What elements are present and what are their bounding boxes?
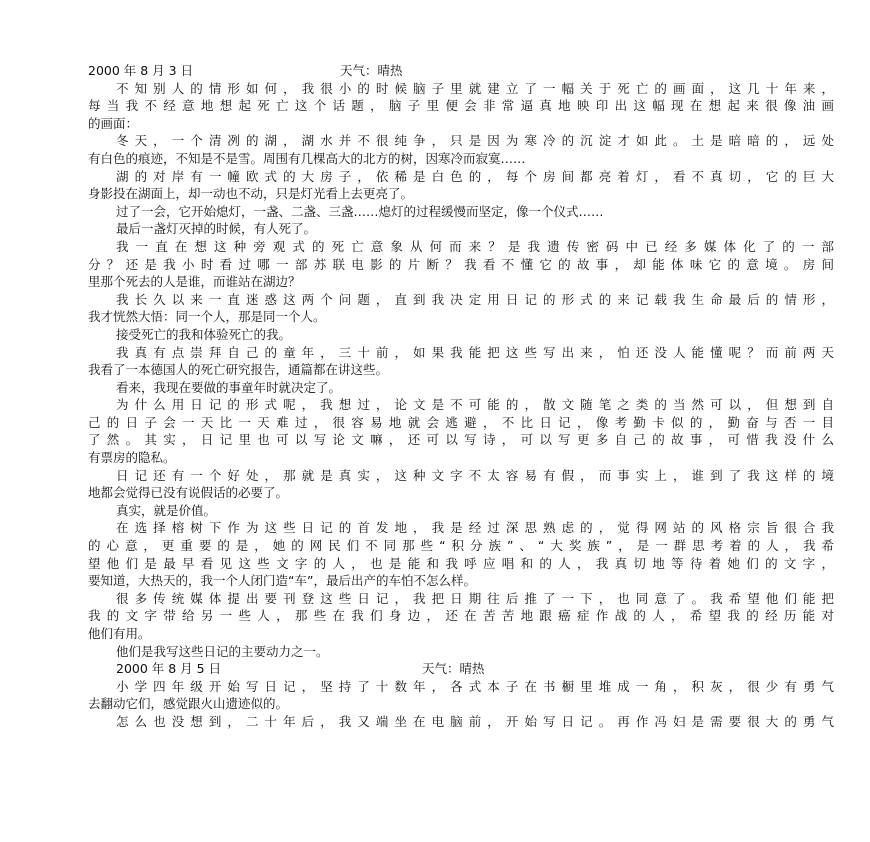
entry-date: 2000 年 8 月 5 日 (116, 661, 222, 677)
text-line: 我看了一本德国人的死亡研究报告，通篇都在讲这些。 (88, 362, 389, 378)
text-line: 有白色的痕迹，不知是不是雪。周围有几棵高大的北方的树，因寒冷而寂寞…… (88, 150, 526, 166)
entry-weather: 天气：晴热 (340, 63, 403, 78)
text-line: 地都会觉得已没有说假话的必要了。 (88, 485, 289, 501)
text-line: 分？还是我小时看过哪一部苏联电影的片断？我看不懂它的故事，却能体味它的意境。房间 (88, 256, 834, 272)
text-line: 我长久以来一直迷惑这两个问题，直到我决定用日记的形式的来记载我生命最后的情形， (116, 291, 834, 307)
text-line: 望他们是最早看见这些文字的人，也是能和我呼应唱和的人，我真切地等待着她们的文字， (88, 555, 834, 571)
text-line: 要知道，大热天的，我一个人闭门造“车”，最后出产的车怕不怎么样。 (88, 573, 476, 589)
entry-weather: 天气：晴热 (422, 661, 485, 677)
text-line: 在选择榕树下作为这些日记的首发地，我是经过深思熟虑的，觉得网站的风格宗旨很合我 (116, 520, 834, 536)
entry-header-2 (88, 660, 834, 678)
text-line: 了然。其实，日记里也可以写论文嘛，还可以写诗，可以写更多自己的故事，可惜我没什么 (88, 432, 834, 448)
text-line: 接受死亡的我和体验死亡的我。 (116, 326, 292, 342)
text-line: 身影投在湖面上，却一动也不动，只是灯光看上去更亮了。 (88, 186, 414, 202)
text-line: 有票房的隐私。 (88, 450, 176, 466)
text-line: 最后一盏灯灭掉的时候，有人死了。 (116, 221, 317, 237)
text-line: 怎么也没想到，二十年后，我又端坐在电脑前，开始写日记。再作冯妇是需要很大的勇气 (116, 713, 834, 729)
text-line: 去翻动它们，感觉跟火山遗迹似的。 (88, 696, 289, 712)
text-line: 他们是我写这些日记的主要动力之一。 (116, 643, 329, 659)
text-line: 我真有点崇拜自己的童年，三十前，如果我能把这些写出来，怕还没人能懂呢？而前两天 (116, 344, 834, 360)
text-line: 的画面： (88, 115, 139, 131)
text-line: 看来，我现在要做的事童年时就决定了。 (116, 379, 342, 395)
diary-page (88, 62, 834, 731)
text-line: 我才恍然大悟：同一个人，那是同一个人。 (88, 309, 326, 325)
text-line: 我的文字带给另一些人，那些在我们身边，还在苦苦地跟癌症作战的人，希望我的经历能对 (88, 608, 834, 624)
text-line: 冬天，一个清冽的湖，湖水并不很纯争，只是因为寒冷的沉淀才如此。土是暗暗的，远处 (116, 133, 834, 149)
text-line: 我一直在想这种旁观式的死亡意象从何而来？是我遗传密码中已经多媒体化了的一部 (116, 238, 834, 254)
text-line: 他们有用。 (88, 626, 151, 641)
text-line: 里那个死去的人是谁，而谁站在湖边？ (88, 274, 301, 290)
text-line: 真实，就是价值。 (116, 502, 217, 518)
text-line: 为什么用日记的形式呢，我想过，论文是不可能的，散文随笔之类的当然可以，但想到自 (116, 397, 834, 413)
text-line: 不知别人的情形如何，我很小的时候脑子里就建立了一幅关于死亡的画面，这几十年来， (116, 80, 834, 96)
entry-header-1 (88, 62, 834, 80)
text-line: 日记还有一个好处，那就是真实，这种文字不太容易有假，而事实上，谁到了我这样的境 (116, 467, 834, 483)
entry-date: 2000 年 8 月 3 日 (88, 63, 194, 78)
text-line: 的心意，更重要的是，她的网民们不同那些“积分族”、“大奖族”，是一群思考着的人，我希 (88, 538, 834, 554)
text-line: 湖的对岸有一幢欧式的大房子，依稀是白色的，每个房间都亮着灯，看不真切，它的巨大 (116, 168, 834, 184)
text-line: 己的日子会一天比一天难过，很容易地就会逃避，不比日记，像考勤卡似的，勤奋与否一目 (88, 414, 834, 430)
text-line: 小学四年级开始写日记，坚持了十数年，各式本子在书橱里堆成一角，积灰，很少有勇气 (116, 678, 834, 694)
text-line: 每当我不经意地想起死亡这个话题，脑子里便会非常逼真地映印出这幅现在想起来很像油画 (88, 98, 834, 114)
text-line: 很多传统媒体提出要刊登这些日记，我把日期往后推了一下，也同意了。我希望他们能把 (116, 590, 834, 606)
text-line: 过了一会，它开始熄灯，一盏、二盏、三盏……熄灯的过程缓慢而坚定，像一个仪式…… (116, 203, 604, 219)
